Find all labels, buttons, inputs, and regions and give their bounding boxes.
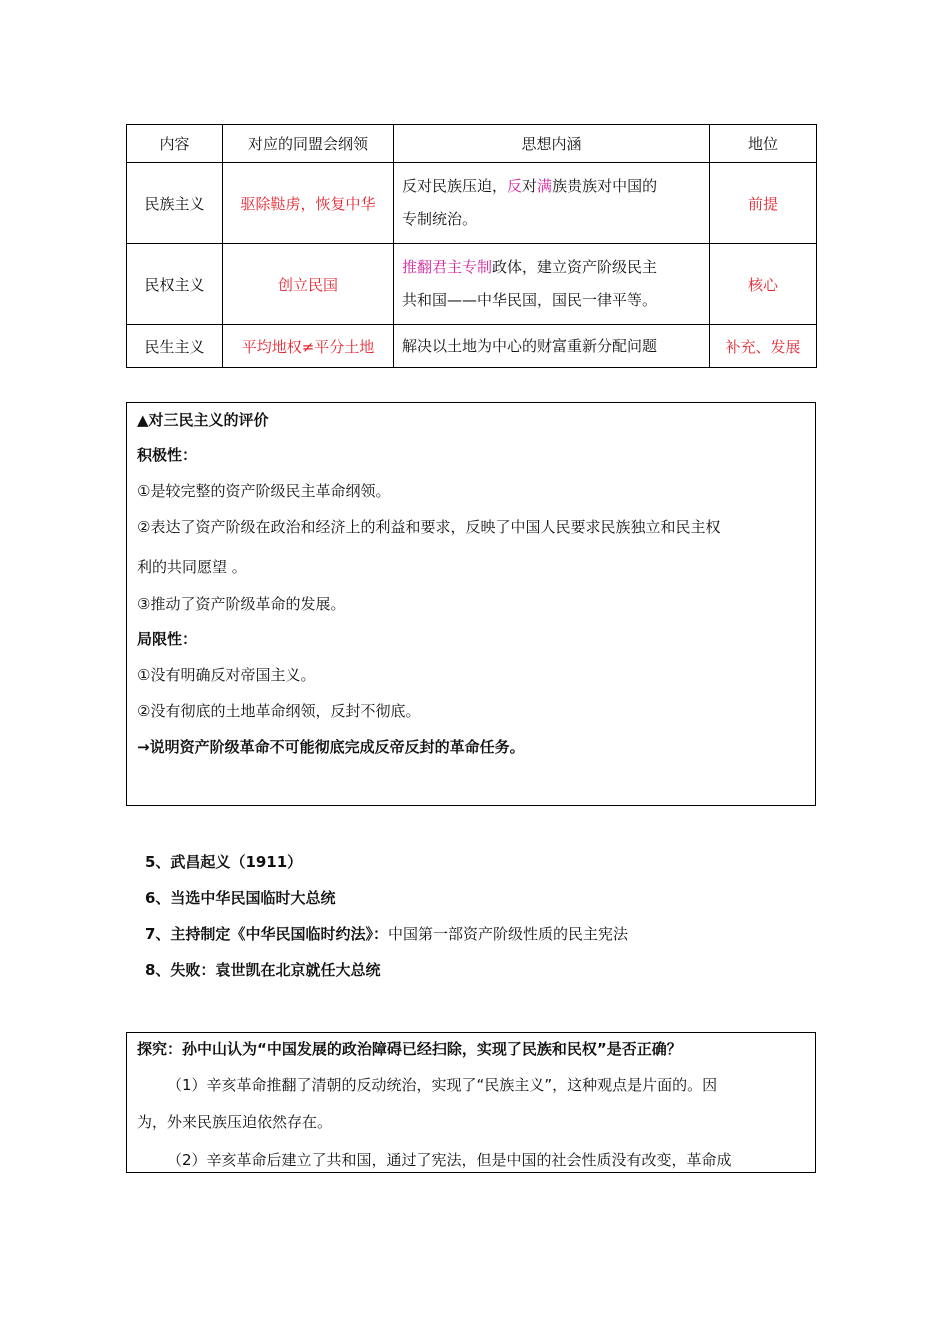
table-row (127, 244, 817, 325)
evaluation-box (126, 402, 816, 806)
row-idea: 解决以土地为中心的财富重新分配问题 (394, 325, 710, 368)
table-header-row (127, 125, 817, 163)
header-program: 对应的同盟会纲领 (223, 125, 394, 163)
positive-label: 积极性： (137, 446, 198, 464)
idea-text: 反对民族压迫， (402, 177, 508, 195)
idea-highlight: 满 (537, 177, 553, 195)
row-content: 民权主义 (127, 244, 223, 325)
list-item-detail: 中国第一部资产阶级性质的民主宪法 (387, 925, 628, 943)
list-item: 6、当选中华民国临时大总统 (145, 889, 336, 907)
idea-highlight: 反 (507, 177, 523, 195)
idea-text: 政体，建立资产阶级民主 (492, 258, 658, 276)
header-content: 内容 (127, 125, 223, 163)
header-status: 地位 (710, 125, 817, 163)
idea-text: 对 (522, 177, 538, 195)
positive-point-2-cont: 利的共同愿望 。 (137, 558, 247, 576)
list-item (145, 923, 628, 944)
negative-point-2: ②没有彻底的土地革命纲领，反封不彻底。 (137, 702, 421, 720)
list-item-heading: 7、主持制定《中华民国临时约法》： (145, 925, 388, 943)
row-content: 民族主义 (127, 163, 223, 244)
row-status: 核心 (710, 244, 817, 325)
table-row (127, 325, 817, 368)
list-item: 8、失败：袁世凯在北京就任大总统 (145, 961, 381, 979)
idea-highlight: 推翻君主专制 (402, 258, 493, 276)
inquiry-point-2: （2）辛亥革命后建立了共和国，通过了宪法，但是中国的社会性质没有改变，革命成 (167, 1151, 732, 1169)
inquiry-box (126, 1032, 816, 1173)
list-item: 5、武昌起义（1911） (145, 853, 303, 871)
three-principles-table (126, 124, 817, 368)
inquiry-title: 探究：孙中山认为“中国发展的政治障碍已经扫除，实现了民族和民权”是否正确？ (137, 1040, 682, 1058)
row-program: 平均地权≠平分土地 (223, 325, 394, 368)
idea-text: 专制统治。 (402, 210, 478, 228)
positive-point-3: ③推动了资产阶级革命的发展。 (137, 595, 346, 613)
row-content: 民生主义 (127, 325, 223, 368)
negative-label: 局限性： (137, 630, 198, 648)
inquiry-point-1-cont: 为，外来民族压迫依然存在。 (137, 1113, 333, 1131)
positive-point-2: ②表达了资产阶级在政治和经济上的利益和要求，反映了中国人民要求民族独立和民主权 (137, 518, 721, 536)
negative-point-1: ①没有明确反对帝国主义。 (137, 666, 316, 684)
evaluation-title: ▲对三民主义的评价 (137, 411, 269, 429)
row-program: 驱除鞑虏，恢复中华 (223, 163, 394, 244)
row-idea (394, 244, 710, 325)
idea-text: 族贵族对中国的 (552, 177, 658, 195)
row-idea (394, 163, 710, 244)
row-status: 前提 (710, 163, 817, 244)
row-status: 补充、发展 (710, 325, 817, 368)
inquiry-point-1: （1）辛亥革命推翻了清朝的反动统治，实现了“民族主义”，这种观点是片面的。因 (167, 1076, 718, 1094)
idea-text: 共和国——中华民国，国民一律平等。 (402, 291, 658, 309)
header-idea: 思想内涵 (394, 125, 710, 163)
row-program: 创立民国 (223, 244, 394, 325)
positive-point-1: ①是较完整的资产阶级民主革命纲领。 (137, 482, 391, 500)
table-row (127, 163, 817, 244)
evaluation-conclusion: →说明资产阶级革命不可能彻底完成反帝反封的革命任务。 (137, 738, 525, 756)
